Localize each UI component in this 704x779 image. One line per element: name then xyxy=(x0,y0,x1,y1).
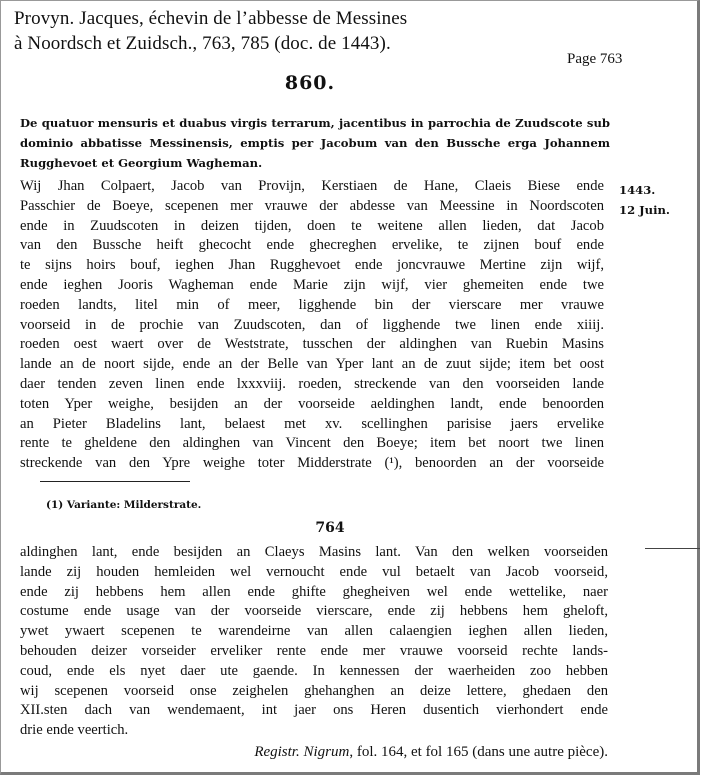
body-line: lande an de noort sijde, ende an der Belle van Yper lant an de zuut sijde; item bet oost xyxy=(20,356,604,373)
body-line: drie ende veertich. xyxy=(20,722,129,739)
body-line: roeden oest waert over de Weststrate, tusschen der aldinghen van Ruebin Masins xyxy=(20,336,604,353)
body-line: aldinghen lant, ende besijden an Claeys Masins lant. Van den welken voorseiden xyxy=(20,544,608,560)
header-line-1: Provyn. Jacques, échevin de l’abbesse de Messines xyxy=(14,8,408,29)
citation xyxy=(0,744,608,761)
right-rule xyxy=(645,548,700,549)
margin-date-day: 12 Juin. xyxy=(619,203,670,217)
body-line: Wij Jhan Colpaert, Jacob van Provijn, Kerstiaen de Hane, Claeis Biese ende xyxy=(20,178,604,194)
body-line: Passchier de Boeye, scepenen mer vrauwe der abdesse van Meessine in Noordscoten xyxy=(20,197,604,214)
document-summary: De quatuor mensuris et duabus virgis terrarum, jacentibus in parrochia de Zuudscote sub dominio abbatisse Messinensis, emptis per Jacobum van den Bussche erga Johannem Rugghevoet et Georgium Wagheman. xyxy=(20,116,610,170)
document-number: 860. xyxy=(284,72,336,94)
body-line: XII.sten dach van wendemaent, int jaer ons Heren dusentich vierhondert ende xyxy=(20,702,608,719)
body-line: daer tenden zeven linen ende lxxxviij. roeden, streckende van den voorseiden lande xyxy=(20,375,604,392)
body-line: ywet ywaert scepenen te warendeirne van allen calaengien ieghen allen lieden, xyxy=(20,623,608,640)
footnote: (1) Variante: Milderstrate. xyxy=(46,499,202,511)
body-line: costume ende usage van der voorseide vierscare, ende zij hebbens hem gheloft, xyxy=(20,603,608,620)
citation-detail: , fol. 164, et fol 165 (dans une autre pièce). xyxy=(349,744,608,760)
body-line: wij scepenen voorseid onse zeighelen ghehanghen an deize lettere, ghedaen den xyxy=(20,682,608,699)
body-line: lande zij houden hemleiden wel vernoucht ende vul betaelt van Jacob voorseid, xyxy=(20,563,608,580)
citation-source: Registr. Nigrum xyxy=(254,744,350,760)
header-line-2: à Noordsch et Zuidsch., 763, 785 (doc. de 1443). xyxy=(14,33,391,54)
body-line: behouden deizer vorseider erveliker rente ende mer vrauwe voorseid rechte lands- xyxy=(20,642,608,659)
body-line: an Pieter Bladelins lant, belaest met xv. scellinghen parisise jaers ervelike xyxy=(20,415,604,432)
body-line: ende ieghen Jooris Wagheman ende Marie zijn wijf, vier ghemeiten ende twe xyxy=(20,276,604,293)
body-line: roeden landts, litel min of meer, ligghende bin der vierscare mer vrauwe xyxy=(20,296,604,313)
margin-date-year: 1443. xyxy=(619,183,656,197)
body-line: toten Yper weighe, besijden an der voorseide aeldinghen landt, ende benoorden xyxy=(20,395,604,412)
body-text xyxy=(20,177,604,474)
footnote-divider xyxy=(40,481,190,482)
page-header xyxy=(14,6,484,56)
margin-date xyxy=(619,180,670,220)
body-line: van den Bussche heift ghecocht ende ghecreghen ervelike, te zijnen bouf ende xyxy=(20,237,604,254)
body-line: coud, ende els nyet daer ute gaende. In kennessen der waerheiden zoo hebben xyxy=(20,662,608,679)
body-line: ende in Zuudscoten in deizen tijden, doen te weitene allen lieden, dat Jacob xyxy=(20,217,604,234)
page-label: Page 763 xyxy=(567,51,623,67)
body-line: streckende van den Ypre weighe toter Midderstrate (¹), benoorden an der voorseide xyxy=(20,455,604,472)
page-number: 764 xyxy=(315,520,345,536)
body-line: ende zij hebbens hem allen ende ghifte ghegheiven wel ende wettelike, naer xyxy=(20,583,608,600)
body-text-continued xyxy=(20,543,608,741)
body-line: te sijns hoirs bouf, ieghen Jhan Rugghevoet ende joncvrauwe Mertine zijn wijf, xyxy=(20,257,604,274)
body-line: rente te gheldene den aldinghen van Vincent den Boeye; item bet noort twe linen xyxy=(20,435,604,452)
body-line: voorseid in de prochie van Zuudscoten, dan of ligghende twe linen ende xiiij. xyxy=(20,316,604,333)
